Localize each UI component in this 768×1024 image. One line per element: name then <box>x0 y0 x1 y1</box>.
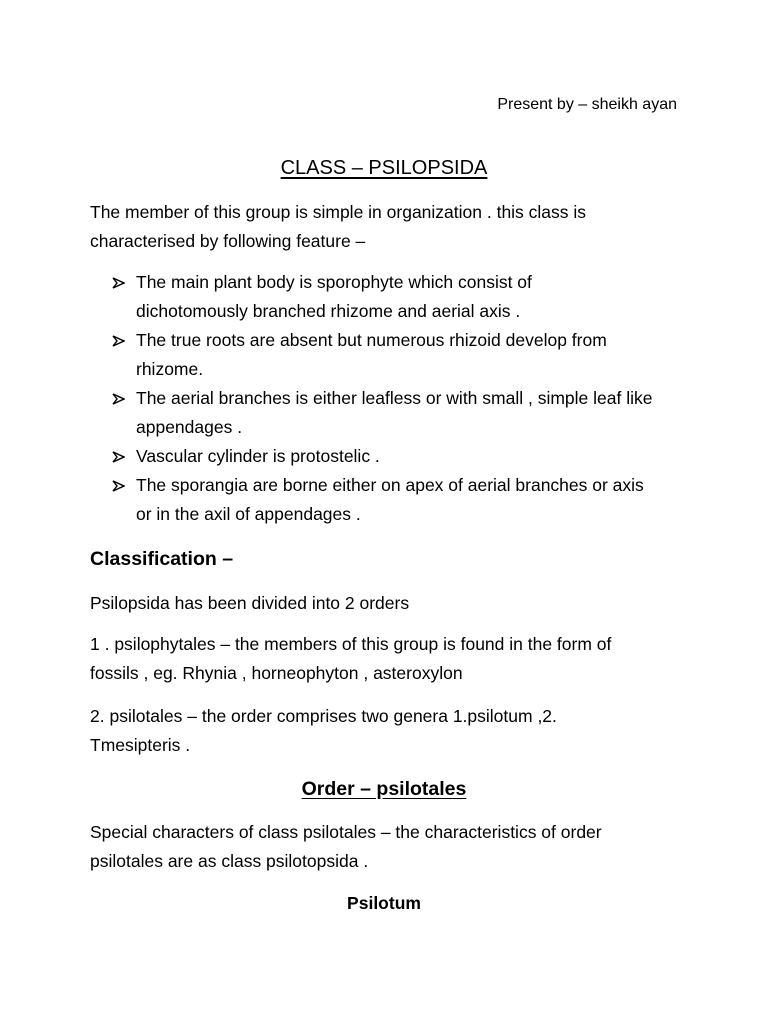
list-item-line-2: or in the axil of appendages . <box>136 504 361 524</box>
arrow-bullet-icon <box>112 471 128 492</box>
order-heading: Order – psilotales <box>301 778 467 800</box>
list-item <box>112 268 682 326</box>
intro-line-2: characterised by following feature – <box>90 231 366 251</box>
page-title: CLASS – PSILOPSIDA <box>280 157 488 179</box>
arrow-bullet-icon <box>112 326 128 347</box>
order-paragraph-1 <box>90 630 690 688</box>
list-item-line-1: The sporangia are borne either on apex of aerial branches or axis <box>136 475 644 495</box>
list-item-line-2: appendages . <box>136 417 243 437</box>
order-paragraph-2 <box>90 702 690 760</box>
arrow-bullet-icon <box>112 442 128 463</box>
classification-intro: Psilopsida has been divided into 2 orders <box>90 593 410 613</box>
order-2-line-2: Tmesipteris . <box>90 735 191 755</box>
list-item <box>112 326 682 384</box>
arrow-bullet-icon <box>112 268 128 289</box>
classification-heading: Classification – <box>90 548 234 570</box>
intro-paragraph <box>90 198 690 256</box>
list-item-line-1: The true roots are absent but numerous rhizoid develop from <box>136 330 607 350</box>
order-1-line-2: fossils , eg. Rhynia , horneophyton , asteroxylon <box>90 663 463 683</box>
author-line: Present by – sheikh ayan <box>497 96 677 113</box>
order-1-line-1: 1 . psilophytales – the members of this group is found in the form of <box>90 634 612 654</box>
list-item-line-1: Vascular cylinder is protostelic . <box>136 446 380 466</box>
list-item-line-1: The aerial branches is either leafless or with small , simple leaf like <box>136 388 653 408</box>
list-item-line-2: dichotomously branched rhizome and aerial axis . <box>136 301 521 321</box>
psilotum-subheading: Psilotum <box>347 893 421 913</box>
arrow-bullet-icon <box>112 384 128 405</box>
special-line-2: psilotales are as class psilotopsida . <box>90 851 369 871</box>
list-item-line-2: rhizome. <box>136 359 204 379</box>
special-characters-paragraph <box>90 818 690 876</box>
special-line-1: Special characters of class psilotales – the characteristics of order <box>90 822 602 842</box>
list-item-line-1: The main plant body is sporophyte which consist of <box>136 272 532 292</box>
order-2-line-1: 2. psilotales – the order comprises two genera 1.psilotum ,2. <box>90 706 557 726</box>
list-item <box>112 384 682 442</box>
feature-list <box>112 268 682 529</box>
intro-line-1: The member of this group is simple in organization . this class is <box>90 202 587 222</box>
list-item <box>112 442 682 471</box>
list-item <box>112 471 682 529</box>
